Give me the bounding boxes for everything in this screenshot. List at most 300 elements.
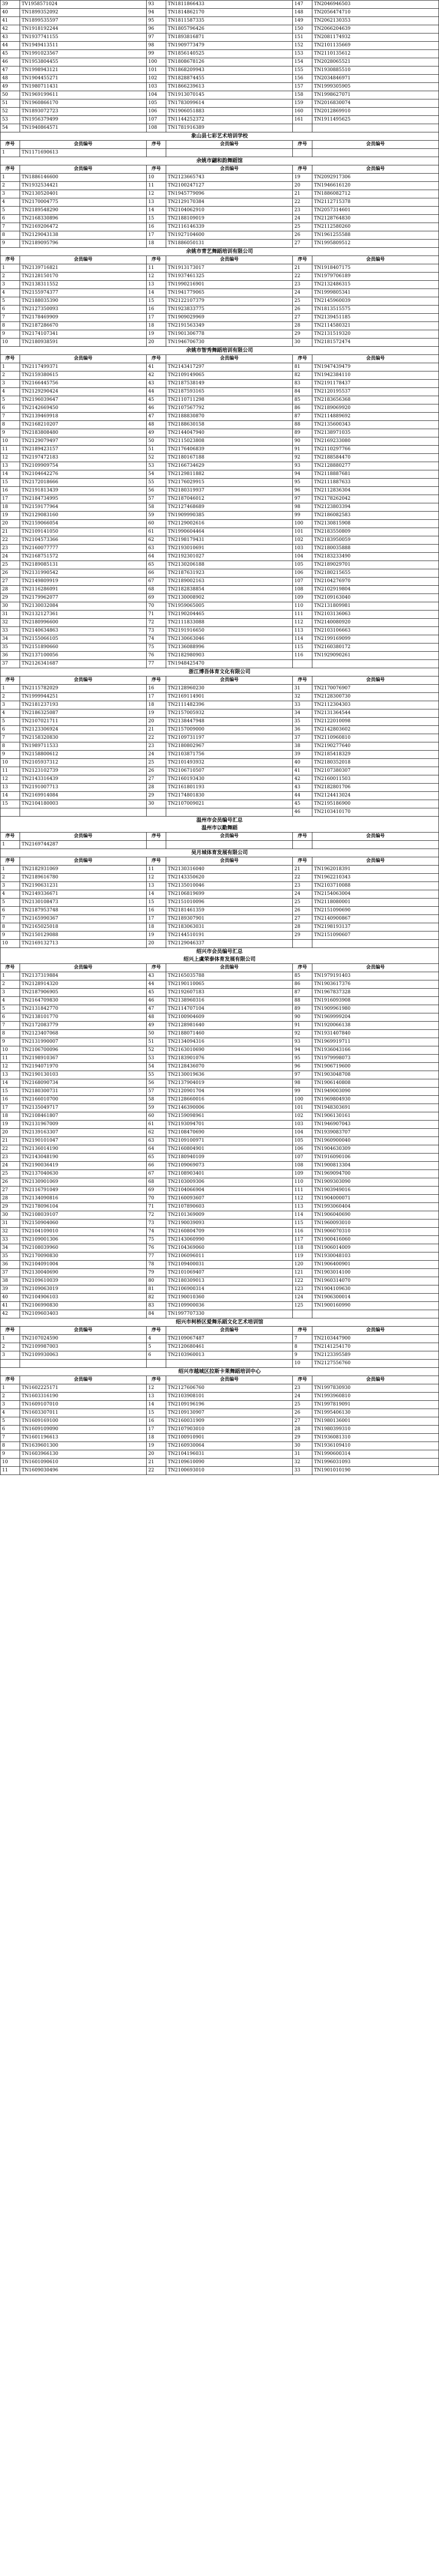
seq-cell: 25: [1, 1170, 20, 1178]
member-no-cell: TN1942384110: [312, 371, 439, 380]
seq-cell: 5: [147, 1343, 166, 1351]
member-no-cell: TN2127606760: [166, 1384, 293, 1393]
seq-cell: 147: [293, 1, 312, 9]
seq-cell: 84: [293, 388, 312, 396]
seq-cell: 4: [1, 1409, 20, 1417]
table-row: [1, 99, 439, 108]
seq-cell: 15: [1, 479, 20, 487]
table-row: [1, 652, 439, 660]
seq-cell: 3: [1, 1401, 20, 1409]
member-no-cell: TN1783099614: [166, 99, 293, 108]
seq-cell: 102: [293, 1112, 312, 1121]
seq-cell: 17: [147, 231, 166, 240]
seq-cell: 111: [293, 1187, 312, 1195]
seq-cell: 85: [293, 972, 312, 980]
seq-cell: 160: [293, 108, 312, 116]
seq-cell: 35: [1, 643, 20, 652]
seq-cell: 93: [147, 1, 166, 9]
table-row: [1, 1417, 439, 1426]
table-row: [1, 1277, 439, 1285]
member-no-cell: TN2160031909: [166, 1417, 293, 1426]
seq-header: 序号: [147, 857, 166, 866]
member-no-cell: TN2182980903: [166, 652, 293, 660]
member-no-cell: TN1906140808: [312, 1079, 439, 1088]
member-no-cell: TN2131990542: [20, 569, 147, 578]
member-no-cell: TN2115782029: [20, 685, 147, 693]
member-table: [0, 140, 439, 157]
seq-cell: 20: [147, 940, 166, 948]
member-no-cell: TN2174107341: [20, 330, 147, 338]
member-no-cell: TN2143048190: [20, 1154, 147, 1162]
table-row: [1, 1071, 439, 1079]
member-no-cell: TN2137319884: [20, 972, 147, 980]
table-row: [1, 1360, 439, 1368]
seq-cell: 36: [293, 726, 312, 734]
seq-cell: [147, 808, 166, 817]
member-no-cell: TN1903617376: [312, 980, 439, 989]
member-no-cell: TN2117499371: [20, 363, 147, 371]
seq-cell: 109: [293, 1170, 312, 1178]
table-header-row: [1, 256, 439, 264]
seq-cell: 20: [147, 338, 166, 347]
member-no-header: 会员编号: [166, 1327, 293, 1335]
member-no-cell: TN2160193430: [166, 775, 293, 784]
table-row: [1, 1351, 439, 1360]
member-no-cell: TN2106990830: [20, 1302, 147, 1310]
member-no-cell: TN2160011503: [312, 775, 439, 784]
member-no-cell: TN2145960039: [312, 297, 439, 306]
seq-cell: 18: [147, 701, 166, 709]
seq-cell: 48: [1, 75, 20, 83]
seq-cell: 8: [293, 1343, 312, 1351]
section-title: 绍兴市越城区拉斯卡莱舞蹈培训中心: [0, 1368, 439, 1376]
member-no-cell: TN2112836304: [312, 487, 439, 495]
member-no-cell: TN2163010690: [166, 1046, 293, 1055]
member-no-cell: TN2159380615: [20, 371, 147, 380]
seq-cell: 18: [147, 322, 166, 330]
table-row: [1, 1096, 439, 1104]
table-row: [1, 83, 439, 91]
seq-cell: 17: [147, 314, 166, 322]
member-no-cell: TN2106096011: [166, 1252, 293, 1261]
seq-cell: 54: [147, 1063, 166, 1071]
table-row: [1, 446, 439, 454]
member-no-cell: TN1639601300: [20, 1442, 147, 1450]
seq-cell: 7: [1, 314, 20, 322]
seq-cell: 32: [1, 1228, 20, 1236]
seq-cell: 95: [293, 1055, 312, 1063]
member-no-header: 会员编号: [20, 676, 147, 685]
member-no-cell: TN2189307901: [166, 915, 293, 923]
seq-cell: 6: [1, 1013, 20, 1022]
seq-cell: 24: [293, 1393, 312, 1401]
member-no-header: 会员编号: [20, 1376, 147, 1384]
member-no-cell: TN1903014100: [312, 1269, 439, 1277]
table-row: [1, 1055, 439, 1063]
member-no-cell: TN1171690613: [20, 149, 147, 157]
member-no-cell: TN2100693010: [166, 1467, 293, 1475]
member-no-cell: TN2198179431: [166, 536, 293, 545]
member-no-cell: TN2128436070: [166, 1063, 293, 1071]
seq-cell: 1: [1, 1335, 20, 1343]
table-row: [1, 1038, 439, 1046]
member-no-cell: TN1931407840: [312, 1030, 439, 1038]
member-no-cell: TN2174801830: [166, 792, 293, 800]
seq-cell: 45: [1, 50, 20, 58]
seq-cell: 68: [147, 1178, 166, 1187]
member-no-cell: TN2101135669: [312, 42, 439, 50]
table-row: [1, 1195, 439, 1203]
table-row: [1, 231, 439, 240]
seq-cell: 65: [147, 561, 166, 569]
seq-cell: 89: [293, 429, 312, 437]
member-no-cell: TN1886082712: [312, 190, 439, 198]
seq-cell: 81: [293, 363, 312, 371]
seq-cell: 1: [1, 363, 20, 371]
member-no-cell: TN2198910367: [20, 1055, 147, 1063]
member-no-cell: [312, 124, 439, 132]
member-no-cell: TN2112580260: [312, 223, 439, 231]
seq-cell: 43: [293, 784, 312, 792]
seq-cell: 88: [293, 421, 312, 429]
seq-cell: 61: [147, 1121, 166, 1129]
member-no-cell: TN2165990367: [20, 915, 147, 923]
table-row: [1, 273, 439, 281]
seq-header: 序号: [147, 1376, 166, 1384]
member-no-cell: TN1900813304: [312, 1162, 439, 1170]
table-row: [1, 1442, 439, 1450]
member-no-cell: TN2127468689: [166, 503, 293, 512]
member-no-cell: TN2129079497: [20, 437, 147, 446]
member-no-cell: TN1962210343: [312, 874, 439, 882]
member-no-cell: TN2178262042: [312, 495, 439, 503]
seq-cell: 10: [1, 940, 20, 948]
table-row: [1, 429, 439, 437]
member-no-cell: TN1980136001: [312, 1417, 439, 1426]
member-no-cell: TN2139163307: [20, 1129, 147, 1137]
member-no-cell: TN2104369060: [166, 1244, 293, 1252]
table-row: [1, 619, 439, 627]
table-row: [1, 1178, 439, 1187]
seq-cell: 21: [293, 866, 312, 874]
seq-cell: 3: [1, 380, 20, 388]
seq-cell: 19: [147, 330, 166, 338]
seq-cell: 75: [147, 1236, 166, 1244]
seq-cell: 58: [147, 503, 166, 512]
member-no-cell: TN1909303090: [312, 1178, 439, 1187]
seq-cell: 28: [293, 322, 312, 330]
member-no-cell: TN1979706189: [312, 273, 439, 281]
member-no-cell: TN2139469918: [20, 413, 147, 421]
seq-cell: 65: [147, 1154, 166, 1162]
member-no-cell: TN2109603403: [20, 1310, 147, 1318]
member-no-cell: TN2176406839: [166, 446, 293, 454]
seq-cell: 12: [147, 190, 166, 198]
member-no-cell: TN2102919804: [312, 586, 439, 594]
member-no-header: 会员编号: [312, 165, 439, 174]
seq-cell: 23: [147, 742, 166, 751]
member-no-cell: TN2160804709: [166, 1228, 293, 1236]
table-row: [1, 495, 439, 503]
seq-cell: 63: [147, 545, 166, 553]
member-no-cell: TN2190130103: [20, 1071, 147, 1079]
table-row: [1, 1426, 439, 1434]
seq-cell: 25: [293, 297, 312, 306]
member-no-cell: TN2107380307: [312, 767, 439, 775]
table-row: [1, 643, 439, 652]
seq-cell: 35: [1, 1252, 20, 1261]
member-no-cell: TN2183233490: [312, 553, 439, 561]
member-no-cell: TN2136088996: [166, 643, 293, 652]
seq-cell: 116: [293, 652, 312, 660]
seq-cell: 12: [1, 454, 20, 462]
member-no-cell: TN2161801193: [166, 784, 293, 792]
member-no-cell: TN1609107010: [20, 1401, 147, 1409]
seq-cell: 63: [147, 1137, 166, 1145]
table-row: [1, 50, 439, 58]
table-row: [1, 1219, 439, 1228]
member-no-cell: TN2143350620: [166, 874, 293, 882]
member-no-cell: TN2112715378: [312, 198, 439, 207]
member-no-cell: TN2131990007: [20, 1038, 147, 1046]
member-no-cell: TN1936109410: [312, 1442, 439, 1450]
member-no-cell: TN2154063004: [312, 890, 439, 899]
table-row: [1, 190, 439, 198]
seq-cell: 58: [147, 1096, 166, 1104]
member-no-cell: TN2187631923: [166, 569, 293, 578]
seq-cell: 4: [1, 388, 20, 396]
seq-cell: 120: [293, 1261, 312, 1269]
table-row: [1, 413, 439, 421]
seq-cell: 60: [147, 520, 166, 528]
member-no-cell: TN2111833088: [166, 619, 293, 627]
member-no-cell: TN2106900314: [166, 1285, 293, 1294]
seq-cell: 106: [147, 108, 166, 116]
table-row: [1, 1450, 439, 1459]
seq-cell: 99: [293, 512, 312, 520]
member-no-cell: TN2169233080: [312, 437, 439, 446]
seq-cell: 2: [1, 693, 20, 701]
member-no-cell: TN2128300730: [312, 693, 439, 701]
member-no-cell: TN2109069073: [166, 1162, 293, 1170]
seq-cell: 116: [293, 1228, 312, 1236]
member-no-cell: TN2178469909: [20, 314, 147, 322]
member-no-cell: TN2109001306: [20, 1236, 147, 1244]
seq-cell: 11: [147, 866, 166, 874]
seq-cell: 8: [1, 1442, 20, 1450]
member-no-cell: TN2092917306: [312, 174, 439, 182]
member-no-cell: TN2103106663: [312, 627, 439, 635]
member-no-cell: TN2180300731: [20, 1088, 147, 1096]
member-no-cell: TN1903048708: [312, 1071, 439, 1079]
seq-cell: 56: [147, 1079, 166, 1088]
member-no-cell: TN1805796426: [166, 25, 293, 33]
seq-cell: 91: [293, 1022, 312, 1030]
table-row: [1, 512, 439, 520]
table-row: [1, 306, 439, 314]
seq-cell: 8: [1, 923, 20, 931]
member-no-header: 会员编号: [20, 1327, 147, 1335]
member-no-cell: TN2190277640: [312, 742, 439, 751]
member-no-cell: TN2103960013: [166, 1351, 293, 1360]
table-row: [1, 330, 439, 338]
member-no-cell: TN2170004775: [20, 198, 147, 207]
table-row: [1, 1088, 439, 1096]
member-no-cell: TN2192607183: [166, 989, 293, 997]
member-table: [0, 1326, 439, 1368]
table-row: [1, 182, 439, 190]
member-no-cell: TN1961255588: [312, 231, 439, 240]
seq-cell: 24: [293, 215, 312, 223]
member-no-cell: TN2131842770: [20, 1005, 147, 1013]
member-no-cell: TN2180309013: [166, 1277, 293, 1285]
member-no-cell: TN2138101770: [20, 1013, 147, 1022]
seq-cell: 5: [1, 207, 20, 215]
seq-cell: 44: [1, 42, 20, 50]
seq-cell: 157: [293, 83, 312, 91]
table-row: [1, 58, 439, 66]
member-no-cell: TN2130815908: [312, 520, 439, 528]
seq-cell: 37: [1, 1269, 20, 1277]
section-title: 温州市会员编号汇总: [0, 817, 439, 824]
seq-cell: 50: [1, 91, 20, 99]
seq-cell: 17: [147, 693, 166, 701]
seq-cell: 156: [293, 75, 312, 83]
member-no-cell: TN2104109010: [20, 1228, 147, 1236]
member-no-cell: TN2187046012: [166, 495, 293, 503]
seq-cell: 37: [293, 734, 312, 742]
seq-cell: 12: [147, 273, 166, 281]
table-row: [1, 1252, 439, 1261]
seq-cell: 17: [1, 495, 20, 503]
seq-cell: 22: [293, 273, 312, 281]
seq-cell: 11: [147, 182, 166, 190]
member-no-cell: TN2189085131: [20, 561, 147, 569]
member-no-cell: TN2169744287: [20, 841, 147, 849]
member-no-cell: TN2109610039: [20, 1277, 147, 1285]
seq-cell: 9: [1, 1038, 20, 1046]
member-no-cell: TN2170076907: [312, 685, 439, 693]
seq-cell: 14: [147, 890, 166, 899]
table-row: [1, 1393, 439, 1401]
member-no-cell: TN1903949016: [312, 1187, 439, 1195]
seq-cell: 82: [293, 371, 312, 380]
table-row: [1, 775, 439, 784]
seq-cell: 26: [1, 569, 20, 578]
seq-cell: 90: [293, 1013, 312, 1022]
member-no-cell: TN2130032084: [20, 602, 147, 611]
member-no-cell: TN1946616120: [312, 182, 439, 190]
seq-cell: 31: [1, 611, 20, 619]
member-no-cell: TN2157009000: [166, 726, 293, 734]
seq-cell: 18: [147, 240, 166, 248]
seq-cell: 50: [147, 437, 166, 446]
member-no-cell: TN2109196196: [166, 1401, 293, 1409]
seq-cell: 1: [1, 174, 20, 182]
seq-cell: 75: [147, 643, 166, 652]
member-no-header: 会员编号: [20, 141, 147, 149]
member-no-cell: TN1144252372: [166, 116, 293, 124]
seq-cell: 101: [293, 1104, 312, 1112]
seq-cell: 5: [1, 396, 20, 404]
seq-cell: 6: [1, 1426, 20, 1434]
member-no-cell: TN2158320830: [20, 734, 147, 742]
member-no-cell: TN1906070310: [312, 1228, 439, 1236]
seq-cell: 12: [147, 1384, 166, 1393]
member-no-cell: TN2188630158: [166, 421, 293, 429]
seq-cell: 2: [1, 1343, 20, 1351]
seq-cell: 10: [293, 1360, 312, 1368]
seq-header: 序号: [293, 833, 312, 841]
seq-cell: 49: [147, 1022, 166, 1030]
member-no-cell: TN2130316040: [166, 866, 293, 874]
seq-cell: 112: [293, 619, 312, 627]
member-no-cell: TN2140900867: [312, 915, 439, 923]
member-table: [0, 676, 439, 817]
seq-header: 序号: [147, 676, 166, 685]
member-no-cell: TN2179962077: [20, 594, 147, 602]
member-table: [0, 256, 439, 347]
member-no-cell: TN2129811882: [166, 470, 293, 479]
member-no-cell: TN1893816871: [166, 33, 293, 42]
member-no-cell: TN2190036419: [20, 1162, 147, 1170]
member-no-cell: TN2131967009: [20, 1121, 147, 1129]
seq-cell: 26: [293, 907, 312, 915]
table-row: [1, 890, 439, 899]
table-header-row: [1, 676, 439, 685]
seq-cell: 1: [1, 264, 20, 273]
table-row: [1, 1, 439, 9]
member-no-cell: TN2128914320: [20, 980, 147, 989]
member-table: [0, 165, 439, 248]
table-row: [1, 207, 439, 215]
member-no-cell: TN2160930064: [166, 1442, 293, 1450]
seq-cell: 35: [293, 718, 312, 726]
seq-cell: 80: [147, 1277, 166, 1285]
table-row: [1, 1285, 439, 1294]
seq-cell: 5: [1, 1005, 20, 1013]
seq-header: 序号: [147, 833, 166, 841]
table-row: [1, 972, 439, 980]
member-no-cell: TN1991023567: [20, 50, 147, 58]
table-header-row: [1, 857, 439, 866]
seq-cell: 28: [147, 784, 166, 792]
seq-cell: 30: [293, 338, 312, 347]
table-row: [1, 734, 439, 742]
seq-cell: 46: [293, 808, 312, 817]
member-no-cell: TN1960314070: [312, 1277, 439, 1285]
seq-cell: 13: [1, 462, 20, 470]
member-no-cell: TN2124413024: [312, 792, 439, 800]
section-title: 温州市以勤舞蹈: [0, 824, 439, 832]
member-no-cell: TN2128880277: [312, 462, 439, 470]
seq-cell: 46: [1, 58, 20, 66]
seq-cell: 6: [1, 404, 20, 413]
member-no-cell: TN2189095796: [20, 240, 147, 248]
member-no-cell: TN1781916389: [166, 124, 293, 132]
member-no-cell: TN2131364544: [312, 709, 439, 718]
seq-cell: 15: [147, 297, 166, 306]
seq-cell: 64: [147, 553, 166, 561]
member-no-cell: TN2158800612: [20, 751, 147, 759]
table-row: [1, 66, 439, 75]
seq-cell: 7: [1, 734, 20, 742]
member-table: [0, 857, 439, 948]
member-no-cell: TN1993060404: [312, 1203, 439, 1211]
member-no-cell: TN2132486315: [312, 281, 439, 289]
seq-cell: 2: [1, 980, 20, 989]
table-row: [1, 718, 439, 726]
